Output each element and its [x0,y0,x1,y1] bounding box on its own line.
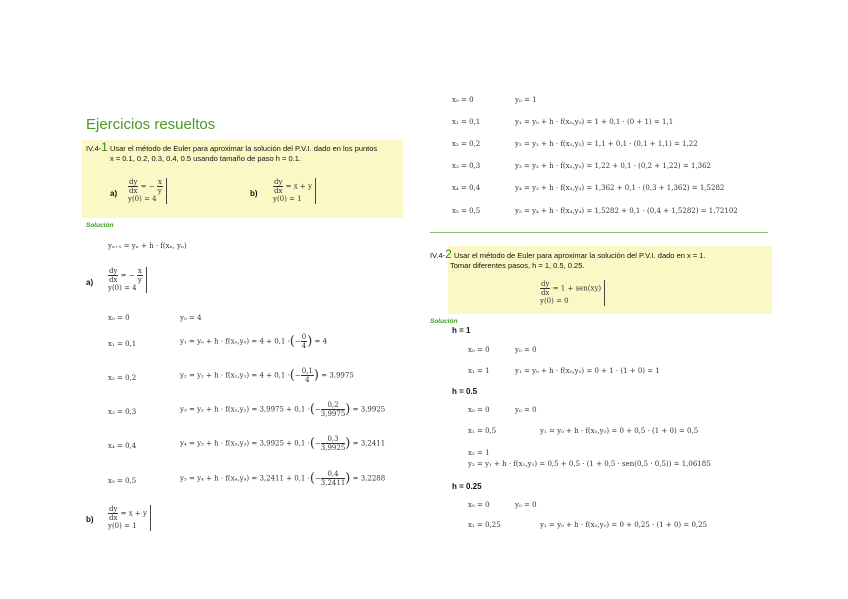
h05-y2: y₂ = y₁ + h · f(x₁,y₁) = 0,5 + 0,5 · (1 + 0,5 · sen(0,5 · 0,5)) = 1,06185 [468,460,711,468]
h05-y1: y₁ = y₀ + h · f(x₀,y₀) = 0 + 0,5 · (1 + 0) = 0,5 [540,427,699,435]
h05-x0: x₀ = 0 [468,406,490,414]
h05-x2: x₂ = 1 [468,449,490,457]
part-a-y3: y₃ = y₂ + h · f(x₂,y₂) = 3,9975 + 0,1 ·(− $\frac{0,2}{3,9975}$ ) = 3,9925 [180,401,386,418]
part-b-y1: y₁ = y₀ + h · f(x₀,y₀) = 1 + 0,1 · (0 + 1) = 1,1 [515,118,674,126]
h025-x1: x₁ = 0,25 [468,521,501,529]
exercise-1-b-label: b) [250,189,258,198]
h05-x1: x₁ = 0,5 [468,427,497,435]
part-a-x4: x₄ = 0,4 [108,442,137,450]
part-a-x2: x₂ = 0,2 [108,374,137,382]
h05-y0: y₀ = 0 [515,406,537,414]
h025-y1: y₁ = y₀ + h · f(x₀,y₀) = 0 + 0,25 · (1 + 0) = 0,25 [540,521,708,529]
part-b-x0: x₀ = 0 [452,96,474,104]
part-a-system: $\frac{dy}{dx}$ = − $\frac{x}{y}$ y(0) = 4 [108,267,147,293]
exercise-2-line1: Usar el método de Euler para aproximar la solución del P.V.I. dado en x = 1. [453,251,706,260]
h1-y0: y₀ = 0 [515,346,537,354]
part-a-x5: x₅ = 0,5 [108,477,137,485]
page-title: Ejercicios resueltos [86,116,216,133]
part-b-x4: x₄ = 0,4 [452,184,481,192]
part-b-x1: x₁ = 0,1 [452,118,481,126]
exercise-1-a-system: $\frac{dy}{dx}$ = − $\frac{x}{y}$ y(0) = 4 [128,178,167,204]
part-a-x3: x₃ = 0,3 [108,408,137,416]
exercise-1-line2: x = 0.1, 0.2, 0.3, 0.4, 0.5 usando tamaño de paso h = 0.1. [110,154,301,163]
h1-y1: y₁ = y₀ + h · f(x₀,y₀) = 0 + 1 · (1 + 0) = 1 [515,367,660,375]
part-a-y0: y₀ = 4 [180,314,202,322]
h05-label: h = 0.5 [452,387,478,396]
exercise-1-label: IV.4- [86,144,102,153]
part-b-y4: y₄ = y₃ + h · f(x₃,y₃) = 1,362 + 0,1 · (0,3 + 1,362) = 1,5282 [515,184,725,192]
exercise-2-label: IV.4- [430,251,446,260]
part-b-y3: y₃ = y₂ + h · f(x₂,y₂) = 1,22 + 0,1 · (0,2 + 1,22) = 1,362 [515,162,712,170]
exercise-1-statement [86,142,402,164]
part-a-x0: x₀ = 0 [108,314,130,322]
h1-label: h = 1 [452,326,471,335]
solution-2-label: Solución [430,318,458,325]
section-divider [430,232,768,233]
exercise-1-number: 1 [101,140,108,154]
h1-x0: x₀ = 0 [468,346,490,354]
part-b-x5: x₅ = 0,5 [452,207,481,215]
exercise-1-b-system: $\frac{dy}{dx}$ = x + y y(0) = 1 [273,178,316,204]
exercise-2-number: 2 [445,247,452,261]
exercise-1-a-label: a) [110,189,118,198]
h025-x0: x₀ = 0 [468,501,490,509]
euler-formula: yₙ₊₁ = yₙ + h · f(xₙ, yₙ) [108,242,187,250]
part-b-y5: y₅ = y₄ + h · f(x₄,y₄) = 1,5282 + 0,1 · (0,4 + 1,5282) = 1,72102 [515,207,738,215]
h025-label: h = 0.25 [452,482,482,491]
part-a-x1: x₁ = 0,1 [108,340,137,348]
exercise-2-statement [430,249,770,271]
part-b-y2: y₂ = y₁ + h · f(x₁,y₁) = 1,1 + 0,1 · (0,1 + 1,1) = 1,22 [515,140,698,148]
h025-y0: y₀ = 0 [515,501,537,509]
h1-x1: x₁ = 1 [468,367,490,375]
part-a-y2: y₂ = y₁ + h · f(x₁,y₁) = 4 + 0,1 ·(− $\frac{0,1}{4}$ ) = 3,9975 [180,367,354,384]
exercise-2-system: $\frac{dy}{dx}$ = 1 + sen(xy) y(0) = 0 [540,280,605,306]
solution-label: Solución [86,222,114,229]
part-a-y4: y₄ = y₃ + h · f(x₃,y₃) = 3,9925 + 0,1 ·(− $\frac{0,3}{3,9925}$ ) = 3,2411 [180,435,386,452]
part-b-x3: x₃ = 0,3 [452,162,481,170]
part-b-label: b) [86,515,94,524]
part-b-system: $\frac{dy}{dx}$ = x + y y(0) = 1 [108,505,151,531]
part-b-x2: x₂ = 0,2 [452,140,481,148]
part-a-label: a) [86,278,94,287]
exercise-2-line2: Tomar diferentes pasos, h = 1, 0.5, 0.25. [450,261,585,270]
part-b-y0: y₀ = 1 [515,96,537,104]
part-a-y5: y₅ = y₄ + h · f(x₄,y₄) = 3,2411 + 0,1 ·(− $\frac{0,4}{3,2411}$ ) = 3,2288 [180,470,386,487]
part-a-y1: y₁ = y₀ + h · f(x₀,y₀) = 4 + 0,1 ·(− $\frac{0}{4}$ ) = 4 [180,333,328,350]
exercise-1-line1: Usar el método de Euler para aproximar la solución del P.V.I. dado en los puntos [109,144,378,153]
